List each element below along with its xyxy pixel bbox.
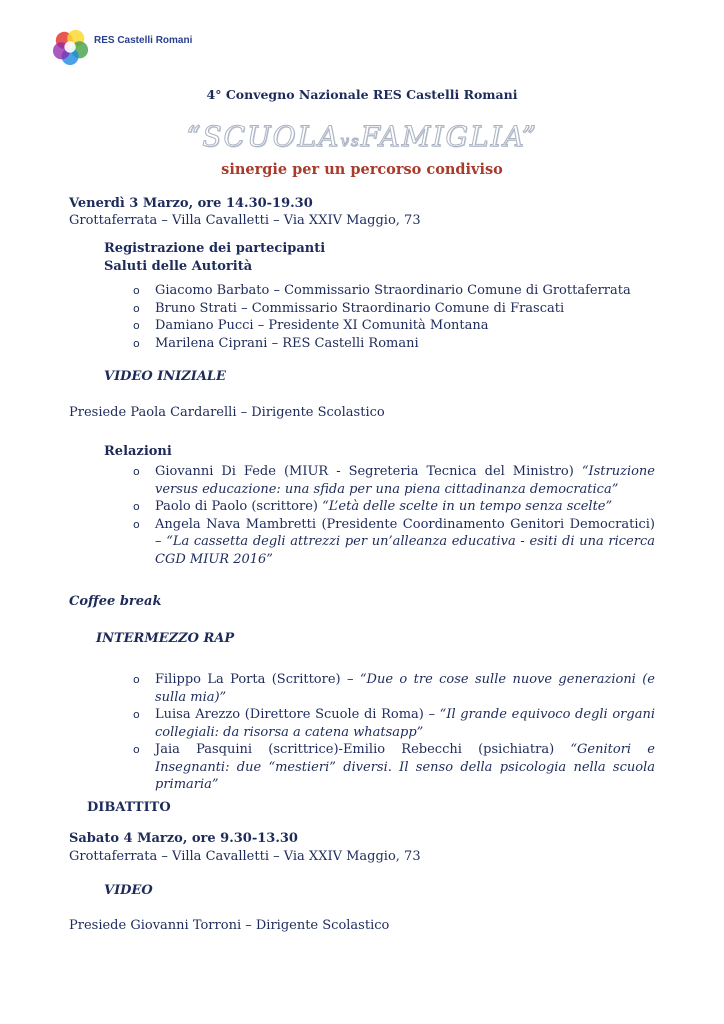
day2-place: Grottaferrata – Villa Cavalletti – Via XXIV Maggio, 73 bbox=[69, 849, 421, 864]
day1-date: Venerdì 3 Marzo, ore 14.30-19.30 bbox=[69, 196, 313, 211]
day1-place: Grottaferrata – Villa Cavalletti – Via XXIV Maggio, 73 bbox=[69, 213, 421, 228]
bullet-circle-icon: o bbox=[133, 517, 140, 531]
title-part-b: FAMIGLIA” bbox=[360, 120, 538, 153]
bullet-circle-icon: o bbox=[133, 284, 140, 297]
list-item: o Angela Nava Mambretti (Presidente Coordinamento Genitori Democratici) – “La cassetta degli attrezzi per un’alleanza educativa - esiti di una ricerca CGD MIUR 2016” bbox=[133, 516, 655, 567]
day1-chair: Presiede Paola Cardarelli – Dirigente Scolastico bbox=[69, 405, 385, 420]
bullet-circle-icon: o bbox=[133, 319, 140, 332]
bullet-circle-icon: o bbox=[133, 708, 140, 721]
flower-logo-icon bbox=[52, 28, 90, 66]
list-item: o Jaia Pasquini (scrittrice)-Emilio Rebecchi (psichiatra) “Genitori e Insegnanti: due “mestieri” diversi. Il senso della psicologia nella scuola primaria” bbox=[133, 742, 655, 792]
convegno-heading: 4° Convegno Nazionale RES Castelli Romani bbox=[206, 87, 518, 102]
list-item: o Filippo La Porta (Scrittore) – “Due o tre cose sulle nuove generazioni (e sulla mia)” bbox=[133, 672, 655, 705]
list-item: o Bruno Strati – Commissario Straordinario Comune di Frascati bbox=[133, 300, 565, 316]
bullet-circle-icon: o bbox=[133, 336, 140, 350]
authorities-list bbox=[133, 282, 655, 352]
coffee-break-label: Coffee break bbox=[69, 594, 162, 609]
list-item: o Luisa Arezzo (Direttore Scuole di Roma) – “Il grande equivoco degli organi collegiali: da risorsa a catena whatsapp” bbox=[133, 707, 655, 740]
event-title bbox=[0, 120, 724, 153]
list-item: o Giovanni Di Fede (MIUR - Segreteria Tecnica del Ministro) “Istruzione versus educazione: una sfida per una piena cittadinanza democratica” bbox=[133, 464, 655, 497]
title-vs: vs bbox=[340, 132, 361, 150]
list-item: o Marilena Ciprani – RES Castelli Romani bbox=[133, 335, 419, 351]
relazioni-title: Relazioni bbox=[104, 444, 172, 459]
res-logo bbox=[52, 28, 192, 66]
logo-text: RES Castelli Romani bbox=[94, 34, 193, 46]
title-part-a: “SCUOLA bbox=[186, 120, 341, 153]
video-iniziale-label: VIDEO INIZIALE bbox=[104, 369, 226, 384]
event-subtitle: sinergie per un percorso condiviso bbox=[221, 161, 503, 178]
talks-list bbox=[133, 671, 655, 794]
bullet-circle-icon: o bbox=[133, 301, 140, 315]
list-item: o Damiano Pucci – Presidente XI Comunità Montana bbox=[133, 318, 489, 333]
dibattito-label: DIBATTITO bbox=[87, 800, 171, 815]
list-item: o Paolo di Paolo (scrittore) “L’età delle scelte in un tempo senza scelte” bbox=[133, 499, 613, 514]
day2-chair: Presiede Giovanni Torroni – Dirigente Scolastico bbox=[69, 918, 390, 933]
bullet-circle-icon: o bbox=[133, 743, 140, 756]
bullet-circle-icon: o bbox=[133, 500, 140, 513]
bullet-circle-icon: o bbox=[133, 465, 140, 478]
relazioni-list bbox=[133, 463, 655, 568]
video-label: VIDEO bbox=[104, 883, 153, 898]
registration-label: Registrazione dei partecipanti bbox=[104, 241, 326, 256]
intermezzo-label: INTERMEZZO RAP bbox=[96, 631, 235, 646]
day2-date: Sabato 4 Marzo, ore 9.30-13.30 bbox=[69, 831, 298, 846]
bullet-circle-icon: o bbox=[133, 673, 140, 686]
list-item: o Giacomo Barbato – Commissario Straordinario Comune di Grottaferrata bbox=[133, 283, 631, 298]
greetings-label: Saluti delle Autorità bbox=[104, 259, 253, 274]
